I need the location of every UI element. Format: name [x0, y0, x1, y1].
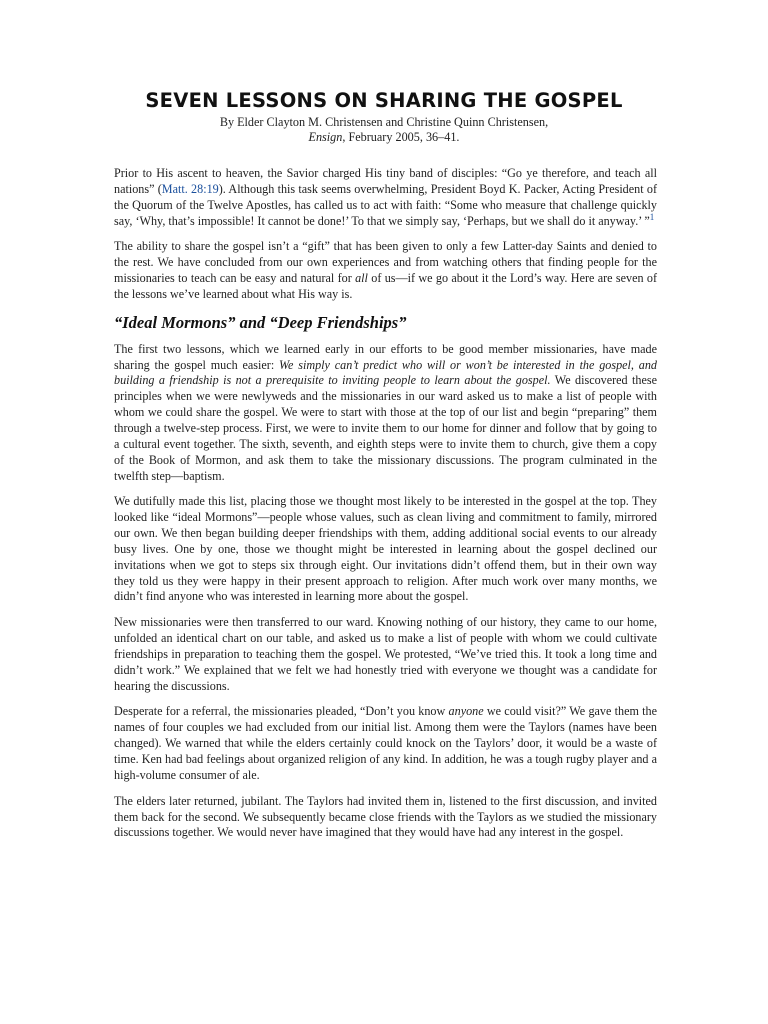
emphasis-text: all [355, 271, 368, 286]
paragraph-5 [114, 615, 657, 694]
paragraph-4 [114, 494, 657, 605]
paragraph-text: The first two lessons, which we learned early in our efforts to be good member missionaries, have made sharing the gospel much easier: [114, 341, 657, 372]
footnote-reference-link[interactable]: 1 [649, 211, 655, 222]
paragraph-text: The ability to share the gospel isn’t a “gift” that has been given to only a few Latter-day Saints and denied to the rest. We have concluded from our own experiences and from watching others that finding people for the missionaries to teach can be easy and natural for [114, 239, 657, 286]
section-heading [114, 313, 657, 333]
paragraph-text: ). Although this task seems overwhelming, President Boyd K. Packer, Acting President of the Quorum of the Twelve Apostles, has called us to act with faith: “Some who measure that challenge quickly say, ‘Why, that’s impossible! It cannot be done!’ To that we simply say, ‘Perhaps, but we shall do it anyway.’ ” [114, 181, 657, 228]
emphasis-text: anyone [448, 704, 484, 719]
scripture-reference-link[interactable]: Matt. 28:19 [161, 181, 219, 196]
paragraph-7 [114, 794, 657, 842]
paragraph-2 [114, 239, 657, 302]
paragraph-text: We discovered these principles when we were newlyweds and the missionaries in our ward asked us to make a list of people with whom we could share the gospel. We were to start with those at the top of our list and begin “preparing” them through a twelve-step process. First, we were to invite them to our home for dinner and follow that by going to a cultural event together. The sixth, seventh, and eighth steps were to invite them to church, give them a copy of the Book of Mormon, and ask them to take the missionary discussions. The program culminated in the twelfth step—baptism. [114, 373, 657, 483]
paragraph-text: Desperate for a referral, the missionaries pleaded, “Don’t you know [114, 704, 449, 719]
paragraph-3 [114, 342, 657, 485]
byline-authors: By Elder Clayton M. Christensen and Christine Quinn Christensen, [219, 115, 549, 129]
paragraph-6 [114, 704, 657, 783]
source-date-pages: , February 2005, 36–41. [342, 130, 460, 144]
source-publication: Ensign [308, 130, 343, 144]
byline-source [0, 130, 768, 145]
article-body [114, 166, 657, 851]
article-title: SEVEN LESSONS ON SHARING THE GOSPEL [145, 89, 623, 112]
paragraph-text: We dutifully made this list, placing those we thought most likely to be interested in the gospel at the top. They looked like “ideal Mormons”—people whose values, such as clean living and commitment to family, mirrored our own. We then began building deeper friendships with them, adding additional social events to our already busy lives. One by one, those we thought might be interested in learning about the gospel declined our invitations when we got to steps six through eight. Our invitations didn’t offend them, but in their own way they told us they were happy in their present approach to religion. After much work over many months, we didn’t find anyone who was interested in learning more about the gospel. [114, 494, 657, 604]
heading-text: “Ideal Mormons” and “Deep Friendships” [114, 312, 407, 332]
paragraph-text: Prior to His ascent to heaven, the Savior charged His tiny band of disciples: “Go ye therefore, and teach all nations” ( [114, 166, 657, 196]
paragraph-text: we could visit?” We gave them the names of four couples we had excluded from our initial list. Among them were the Taylors (names have been changed). We warned that while the elders certainly could knock on the Taylors’ door, it would be a waste of time. Ken had bad feelings about organized religion of any kind. In addition, he was a tough rugby player and a high-volume consumer of ale. [114, 704, 658, 782]
emphasis-text: We simply can’t predict who will or won’t be interested in the gospel, and building a friendship is not a prerequisite to inviting people to learn about the gospel. [114, 357, 657, 388]
paragraph-text: The elders later returned, jubilant. The Taylors had invited them in, listened to the first discussion, and invited them back for the second. We subsequently became close friends with the Taylors as we studied the missionary discussions together. We would never have imagined that they would have had any interest in the gospel. [114, 793, 657, 840]
paragraph-text: New missionaries were then transferred to our ward. Knowing nothing of our history, they came to our home, unfolded an identical chart on our table, and asked us to make a list of people with whom we could cultivate friendships in preparation to teaching them the gospel. We protested, “We’ve tried this. It took a long time and didn’t work.” We explained that we felt we had honestly tried with everyone we thought was a candidate for hearing the discussions. [114, 615, 657, 693]
paragraph-1 [114, 166, 657, 229]
paragraph-text: of us—if we go about it the Lord’s way. Here are seven of the lessons we’ve learned about what His way is. [114, 271, 657, 301]
